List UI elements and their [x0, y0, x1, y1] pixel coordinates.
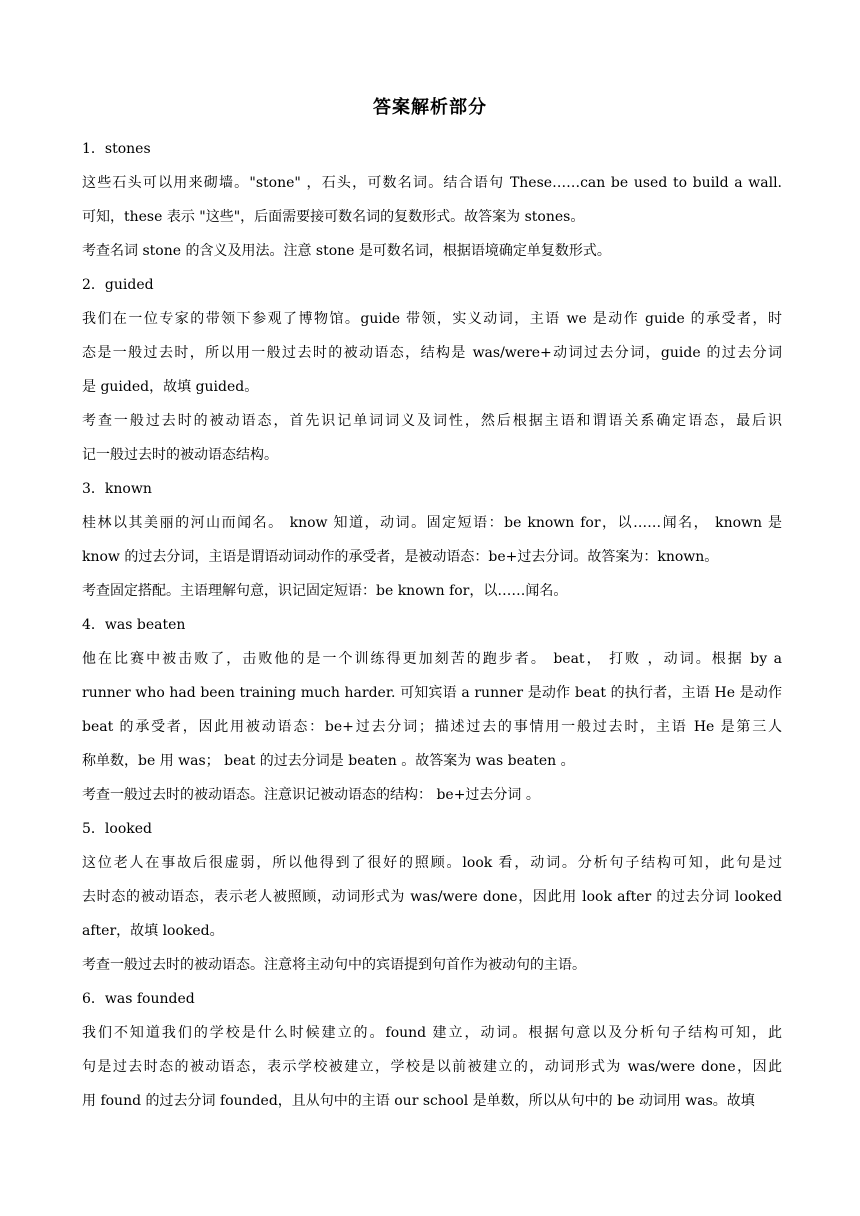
answer-number-1: 1．stones	[82, 141, 151, 157]
analysis-line: 考查一般过去时的被动语态。注意识记被动语态的结构： be+过去分词 。	[82, 787, 540, 803]
page-title: 答案解析部分	[373, 97, 487, 118]
explanation-line: 他在比赛中被击败了，击败他的是一个训练得更加刻苦的跑步者。 beat， 打败 ，动词。根据 by a	[82, 651, 782, 667]
explanation-line: 桂林以其美丽的河山而闻名。 know 知道，动词。固定短语：be known for，以……闻名， known 是	[82, 515, 782, 531]
explanation-line: know 的过去分词，主语是谓语动词动作的承受者，是被动语态：be+过去分词。故答案为：known。	[82, 549, 719, 565]
explanation-line: 这些石头可以用来砌墙。"stone" ，石头，可数名词。结合语句 These……can be used to build a wall.	[82, 175, 782, 191]
analysis-line: 考查一般过去时的被动语态。注意将主动句中的宾语提到句首作为被动句的主语。	[82, 957, 586, 973]
answer-number-2: 2．guided	[82, 277, 154, 293]
explanation-line: 用 found 的过去分词 founded，且从句中的主语 our school 是单数，所以从句中的 be 动词用 was。故填	[82, 1093, 755, 1109]
explanation-line: 去时态的被动语态，表示老人被照顾，动词形式为 was/were done，因此用 look after 的过去分词 looked	[82, 889, 782, 905]
answer-number-4: 4．was beaten	[82, 617, 186, 633]
explanation-line: beat 的承受者，因此用被动语态：be+过去分词；描述过去的事情用一般过去时，主语 He 是第三人	[82, 719, 782, 735]
explanation-line: 这位老人在事故后很虚弱，所以他得到了很好的照顾。look 看，动词。分析句子结构可知，此句是过	[82, 855, 782, 871]
analysis-line: 考查名词 stone 的含义及用法。注意 stone 是可数名词，根据语境确定单复数形式。	[82, 243, 611, 259]
explanation-line: runner who had been training much harder. 可知宾语 a runner 是动作 beat 的执行者，主语 He 是动作	[82, 685, 782, 701]
explanation-line: 我们在一位专家的带领下参观了博物馆。guide 带领，实义动词，主语 we 是动作 guide 的承受者，时	[82, 311, 782, 327]
explanation-line: 是 guided，故填 guided。	[82, 379, 259, 395]
answer-content	[82, 132, 782, 1118]
explanation-line: 句是过去时态的被动语态，表示学校被建立，学校是以前被建立的，动词形式为 was/were done，因此	[82, 1059, 782, 1075]
answer-number-6: 6．was founded	[82, 991, 195, 1007]
answer-number-5: 5．looked	[82, 821, 152, 837]
explanation-line: 称单数，be 用 was； beat 的过去分词是 beaten 。故答案为 was beaten 。	[82, 753, 575, 769]
answer-number-3: 3．known	[82, 481, 152, 497]
analysis-line: 考查固定搭配。主语理解句意，识记固定短语：be known for，以……闻名。	[82, 583, 568, 599]
analysis-line: 考查一般过去时的被动语态，首先识记单词词义及词性，然后根据主语和谓语关系确定语态，最后识	[82, 413, 782, 429]
analysis-line: 记一般过去时的被动语态结构。	[82, 447, 278, 463]
explanation-line: 态是一般过去时，所以用一般过去时的被动语态，结构是 was/were+动词过去分词，guide 的过去分词	[82, 345, 782, 361]
explanation-line: 我们不知道我们的学校是什么时候建立的。found 建立，动词。根据句意以及分析句子结构可知，此	[82, 1025, 782, 1041]
explanation-line: 可知，these 表示 "这些"，后面需要接可数名词的复数形式。故答案为 stones。	[82, 209, 585, 225]
explanation-line: after，故填 looked。	[82, 923, 224, 939]
